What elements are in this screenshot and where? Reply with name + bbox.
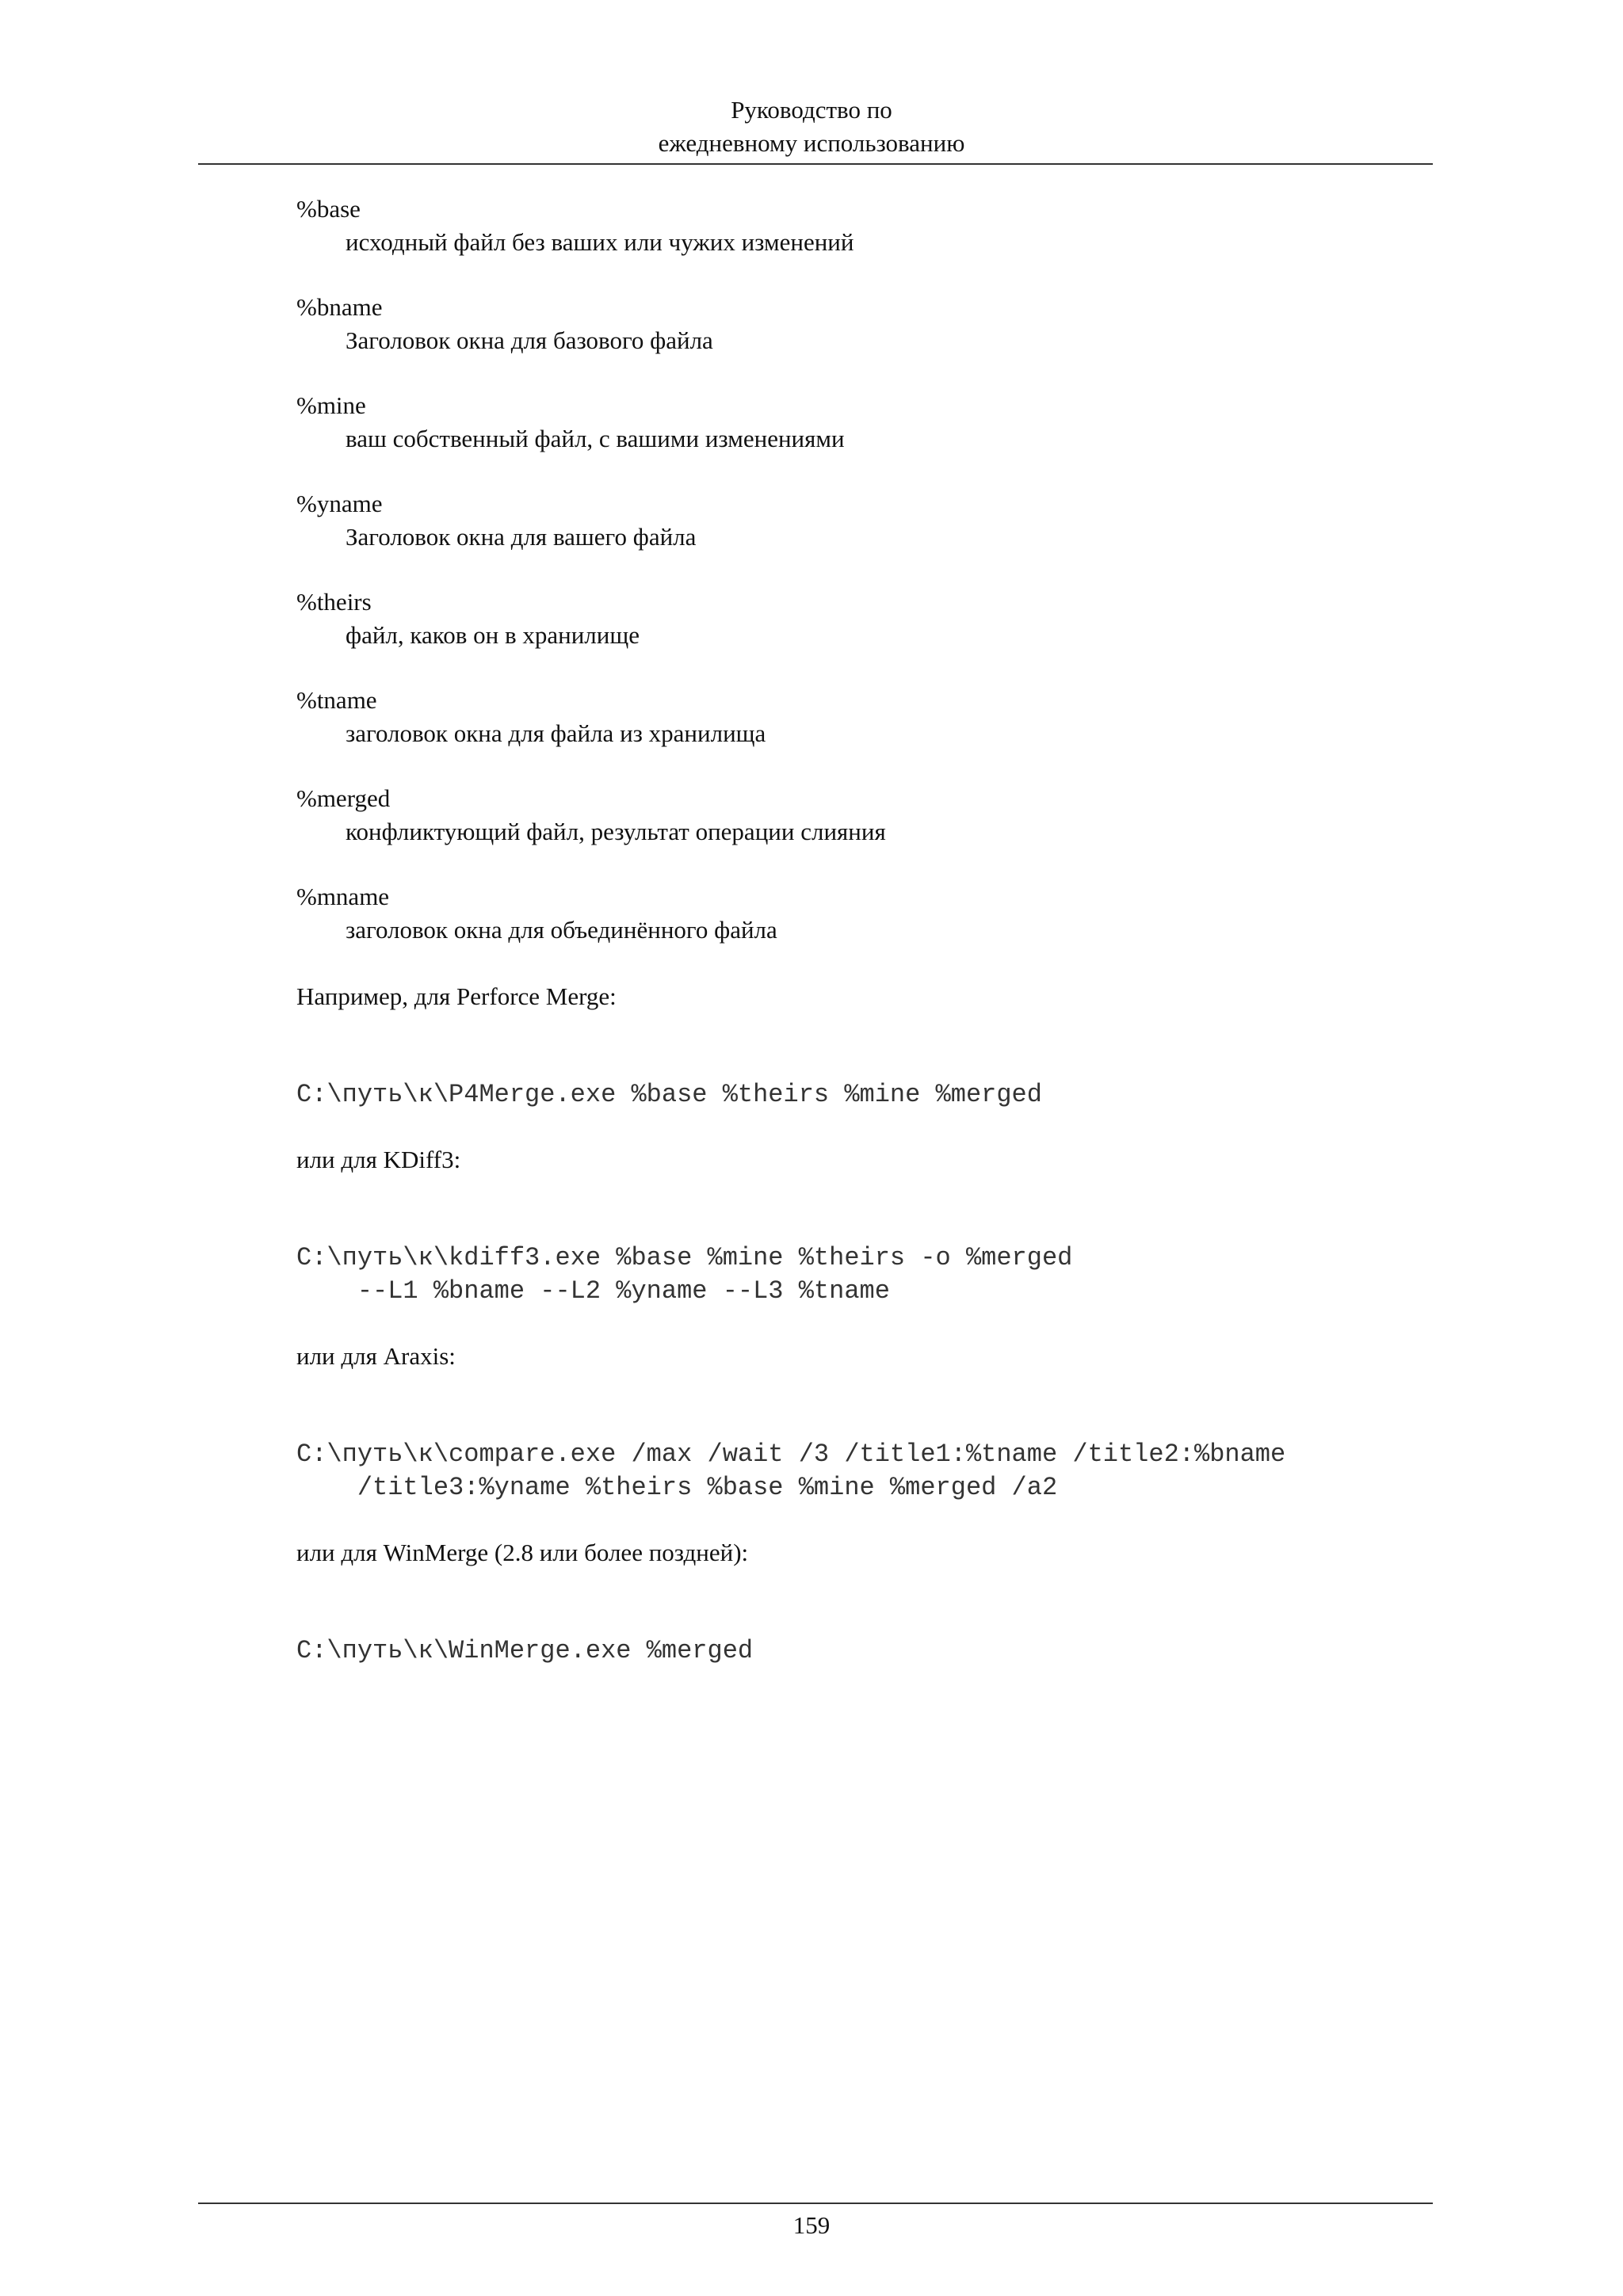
page-content — [296, 193, 1430, 1699]
variable-term: %merged — [296, 784, 391, 812]
variable-definition: заголовок окна для объединённого файла — [346, 916, 777, 944]
code-block-kdiff3 — [296, 1241, 1430, 1308]
code-block-p4merge — [296, 1078, 1430, 1112]
variable-definition: исходный файл без ваших или чужих изменений — [346, 228, 854, 256]
variable-definition: конфликтующий файл, результат операции слияния — [346, 818, 886, 845]
code-line: --L1 %bname --L2 %yname --L3 %tname — [296, 1276, 890, 1306]
code-block-winmerge — [296, 1634, 1430, 1668]
variable-entry — [296, 193, 1430, 259]
variable-entry — [296, 880, 1430, 947]
page-number: 159 — [792, 2211, 831, 2239]
variable-entry — [296, 291, 1430, 357]
variable-term: %mname — [296, 883, 390, 910]
code-line: C:\путь\к\kdiff3.exe %base %mine %theirs -o %merged — [296, 1243, 1073, 1272]
variable-term: %yname — [296, 490, 383, 517]
variable-term: %mine — [296, 391, 366, 419]
variable-term: %theirs — [296, 588, 372, 616]
variable-definition: заголовок окна для файла из хранилища — [346, 719, 766, 747]
variable-definition: Заголовок окна для базового файла — [346, 326, 713, 354]
code-line: /title3:%yname %theirs %base %mine %merged /a2 — [296, 1473, 1058, 1502]
example-intro-p4merge: Например, для Perforce Merge: — [296, 982, 617, 1010]
variable-entry — [296, 684, 1430, 750]
footer-rule — [198, 2203, 1433, 2204]
code-line: C:\путь\к\P4Merge.exe %base %theirs %mine %merged — [296, 1080, 1042, 1109]
example-intro-araxis: или для Araxis: — [296, 1342, 456, 1370]
code-block-araxis — [296, 1438, 1430, 1505]
variable-entry — [296, 487, 1430, 554]
variable-entry — [296, 389, 1430, 456]
variable-definition: файл, каков он в хранилище — [346, 621, 640, 649]
variable-term: %tname — [296, 686, 377, 714]
variable-entry — [296, 585, 1430, 652]
code-line: C:\путь\к\WinMerge.exe %merged — [296, 1636, 754, 1665]
header-rule — [198, 163, 1433, 165]
variable-entry — [296, 782, 1430, 849]
code-line: C:\путь\к\compare.exe /max /wait /3 /title1:%tname /title2:%bname — [296, 1440, 1286, 1469]
header-line-2: ежедневному использованию — [658, 129, 965, 157]
example-intro-winmerge: или для WinMerge (2.8 или более поздней): — [296, 1539, 749, 1566]
variable-definition: ваш собственный файл, с вашими изменениями — [346, 425, 845, 452]
header-line-1: Руководство по — [731, 96, 892, 124]
variable-term: %bname — [296, 293, 383, 321]
variable-term: %base — [296, 195, 361, 223]
variable-definition: Заголовок окна для вашего файла — [346, 523, 697, 551]
example-intro-kdiff3: или для KDiff3: — [296, 1146, 461, 1173]
page-header — [0, 93, 1623, 160]
